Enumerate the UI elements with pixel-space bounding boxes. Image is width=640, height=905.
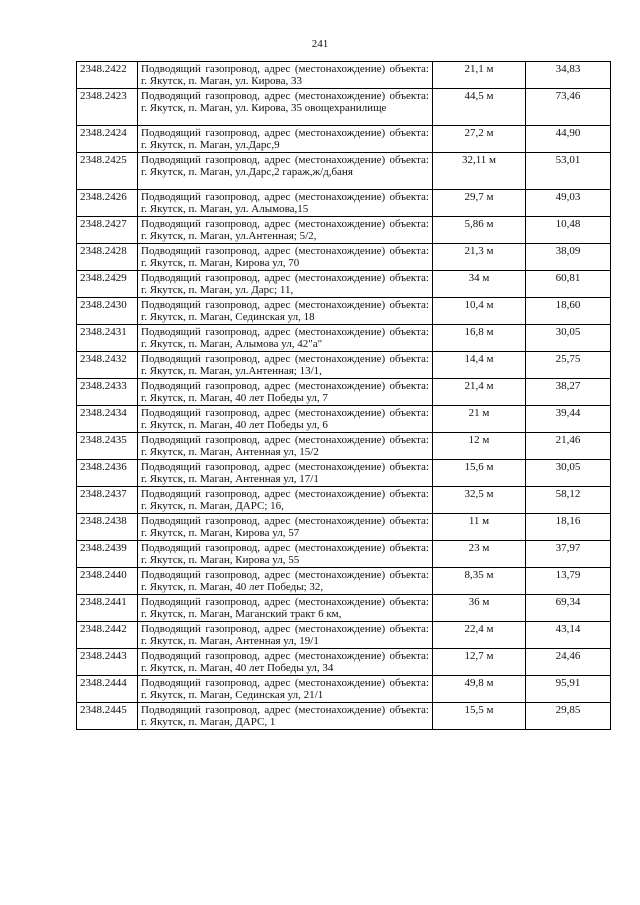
- pipe-length: 44,5 м: [433, 89, 526, 126]
- table-row: [77, 190, 611, 217]
- table-row: [77, 703, 611, 730]
- row-value: 95,91: [526, 676, 611, 703]
- table-row: [77, 244, 611, 271]
- pipe-length: 8,35 м: [433, 568, 526, 595]
- row-number: 2348.2431: [77, 325, 138, 352]
- row-value: 24,46: [526, 649, 611, 676]
- row-value: 13,79: [526, 568, 611, 595]
- pipe-length: 21 м: [433, 406, 526, 433]
- pipe-length: 29,7 м: [433, 190, 526, 217]
- registry-table: [76, 61, 611, 730]
- row-number: 2348.2435: [77, 433, 138, 460]
- object-description: Подводящий газопровод, адрес (местонахождение) объекта: г. Якутск, п. Маган, Антенная ул, 15/2: [138, 433, 433, 460]
- row-value: 38,09: [526, 244, 611, 271]
- pipe-length: 12,7 м: [433, 649, 526, 676]
- row-number: 2348.2428: [77, 244, 138, 271]
- object-description: Подводящий газопровод, адрес (местонахождение) объекта: г. Якутск, п. Маган, ул.Дарс,2 гараж,ж/д,баня: [138, 153, 433, 190]
- pipe-length: 12 м: [433, 433, 526, 460]
- object-description: Подводящий газопровод, адрес (местонахождение) объекта: г. Якутск, п. Маган, Антенная ул, 17/1: [138, 460, 433, 487]
- row-value: 30,05: [526, 460, 611, 487]
- pipe-length: 27,2 м: [433, 126, 526, 153]
- row-number: 2348.2426: [77, 190, 138, 217]
- row-value: 18,16: [526, 514, 611, 541]
- object-description: Подводящий газопровод, адрес (местонахождение) объекта: г. Якутск, п. Маган, ул.Дарс,9: [138, 126, 433, 153]
- object-description: Подводящий газопровод, адрес (местонахождение) объекта: г. Якутск, п. Маган, 40 лет Победы ул, 34: [138, 649, 433, 676]
- table-row: [77, 514, 611, 541]
- row-value: 73,46: [526, 89, 611, 126]
- pipe-length: 10,4 м: [433, 298, 526, 325]
- pipe-length: 16,8 м: [433, 325, 526, 352]
- table-row: [77, 541, 611, 568]
- row-number: 2348.2430: [77, 298, 138, 325]
- pipe-length: 23 м: [433, 541, 526, 568]
- table-row: [77, 622, 611, 649]
- row-number: 2348.2427: [77, 217, 138, 244]
- pipe-length: 5,86 м: [433, 217, 526, 244]
- pipe-length: 34 м: [433, 271, 526, 298]
- row-value: 21,46: [526, 433, 611, 460]
- object-description: Подводящий газопровод, адрес (местонахождение) объекта: г. Якутск, п. Маган, Антенная ул, 19/1: [138, 622, 433, 649]
- row-value: 43,14: [526, 622, 611, 649]
- row-number: 2348.2445: [77, 703, 138, 730]
- table-row: [77, 271, 611, 298]
- row-value: 44,90: [526, 126, 611, 153]
- object-description: Подводящий газопровод, адрес (местонахождение) объекта: г. Якутск, п. Маган, ДАРС, 1: [138, 703, 433, 730]
- row-number: 2348.2434: [77, 406, 138, 433]
- table-row: [77, 325, 611, 352]
- row-value: 10,48: [526, 217, 611, 244]
- table-row: [77, 352, 611, 379]
- object-description: Подводящий газопровод, адрес (местонахождение) объекта: г. Якутск, п. Маган, ул.Антенная; 13/1,: [138, 352, 433, 379]
- object-description: Подводящий газопровод, адрес (местонахождение) объекта: г. Якутск, п. Маган, 40 лет Победы ул, 6: [138, 406, 433, 433]
- pipe-length: 15,6 м: [433, 460, 526, 487]
- row-number: 2348.2443: [77, 649, 138, 676]
- pipe-length: 36 м: [433, 595, 526, 622]
- table-row: [77, 595, 611, 622]
- pipe-length: 32,5 м: [433, 487, 526, 514]
- row-number: 2348.2433: [77, 379, 138, 406]
- table-row: [77, 649, 611, 676]
- table-row: [77, 379, 611, 406]
- row-value: 58,12: [526, 487, 611, 514]
- pipe-length: 32,11 м: [433, 153, 526, 190]
- row-number: 2348.2440: [77, 568, 138, 595]
- table-row: [77, 217, 611, 244]
- object-description: Подводящий газопровод, адрес (местонахождение) объекта: г. Якутск, п. Маган, Маганский тракт 6 км,: [138, 595, 433, 622]
- pipe-length: 22,4 м: [433, 622, 526, 649]
- row-number: 2348.2424: [77, 126, 138, 153]
- object-description: Подводящий газопровод, адрес (местонахождение) объекта: г. Якутск, п. Маган, ул. Алымова,15: [138, 190, 433, 217]
- row-value: 29,85: [526, 703, 611, 730]
- row-value: 69,34: [526, 595, 611, 622]
- object-description: Подводящий газопровод, адрес (местонахождение) объекта: г. Якутск, п. Маган, Кирова ул, 57: [138, 514, 433, 541]
- row-number: 2348.2437: [77, 487, 138, 514]
- object-description: Подводящий газопровод, адрес (местонахождение) объекта: г. Якутск, п. Маган, Кирова ул, 70: [138, 244, 433, 271]
- row-number: 2348.2439: [77, 541, 138, 568]
- object-description: Подводящий газопровод, адрес (местонахождение) объекта: г. Якутск, п. Маган, ул.Антенная; 5/2,: [138, 217, 433, 244]
- row-value: 49,03: [526, 190, 611, 217]
- table-row: [77, 406, 611, 433]
- row-value: 53,01: [526, 153, 611, 190]
- pipe-length: 49,8 м: [433, 676, 526, 703]
- row-number: 2348.2444: [77, 676, 138, 703]
- table-row: [77, 62, 611, 89]
- object-description: Подводящий газопровод, адрес (местонахождение) объекта: г. Якутск, п. Маган, 40 лет Победы ул, 7: [138, 379, 433, 406]
- table-row: [77, 89, 611, 126]
- object-description: Подводящий газопровод, адрес (местонахождение) объекта: г. Якутск, п. Маган, 40 лет Победы; 32,: [138, 568, 433, 595]
- row-value: 38,27: [526, 379, 611, 406]
- table-row: [77, 126, 611, 153]
- object-description: Подводящий газопровод, адрес (местонахождение) объекта: г. Якутск, п. Маган, Алымова ул, 42"а": [138, 325, 433, 352]
- row-value: 25,75: [526, 352, 611, 379]
- object-description: Подводящий газопровод, адрес (местонахождение) объекта: г. Якутск, п. Маган, ул. Кирова, 35 овощехранилище: [138, 89, 433, 126]
- row-value: 18,60: [526, 298, 611, 325]
- object-description: Подводящий газопровод, адрес (местонахождение) объекта: г. Якутск, п. Маган, ул. Кирова, 33: [138, 62, 433, 89]
- object-description: Подводящий газопровод, адрес (местонахождение) объекта: г. Якутск, п. Маган, ДАРС; 16,: [138, 487, 433, 514]
- row-value: 39,44: [526, 406, 611, 433]
- row-number: 2348.2436: [77, 460, 138, 487]
- table-row: [77, 298, 611, 325]
- table-row: [77, 568, 611, 595]
- row-value: 60,81: [526, 271, 611, 298]
- row-number: 2348.2442: [77, 622, 138, 649]
- table-row: [77, 153, 611, 190]
- pipe-length: 11 м: [433, 514, 526, 541]
- pipe-length: 21,1 м: [433, 62, 526, 89]
- table-row: [77, 676, 611, 703]
- object-description: Подводящий газопровод, адрес (местонахождение) объекта: г. Якутск, п. Маган, Сединская ул, 21/1: [138, 676, 433, 703]
- object-description: Подводящий газопровод, адрес (местонахождение) объекта: г. Якутск, п. Маган, Сединская ул, 18: [138, 298, 433, 325]
- object-description: Подводящий газопровод, адрес (местонахождение) объекта: г. Якутск, п. Маган, Кирова ул, 55: [138, 541, 433, 568]
- row-number: 2348.2438: [77, 514, 138, 541]
- row-number: 2348.2422: [77, 62, 138, 89]
- pipe-length: 14,4 м: [433, 352, 526, 379]
- row-value: 37,97: [526, 541, 611, 568]
- row-value: 34,83: [526, 62, 611, 89]
- table-row: [77, 460, 611, 487]
- pipe-length: 21,3 м: [433, 244, 526, 271]
- row-number: 2348.2429: [77, 271, 138, 298]
- row-number: 2348.2441: [77, 595, 138, 622]
- row-number: 2348.2423: [77, 89, 138, 126]
- pipe-length: 21,4 м: [433, 379, 526, 406]
- row-number: 2348.2425: [77, 153, 138, 190]
- table-row: [77, 487, 611, 514]
- row-value: 30,05: [526, 325, 611, 352]
- page-number: 241: [311, 38, 329, 50]
- row-number: 2348.2432: [77, 352, 138, 379]
- registry-rows: [77, 62, 611, 730]
- object-description: Подводящий газопровод, адрес (местонахождение) объекта: г. Якутск, п. Маган, ул. Дарс; 11,: [138, 271, 433, 298]
- table-row: [77, 433, 611, 460]
- pipe-length: 15,5 м: [433, 703, 526, 730]
